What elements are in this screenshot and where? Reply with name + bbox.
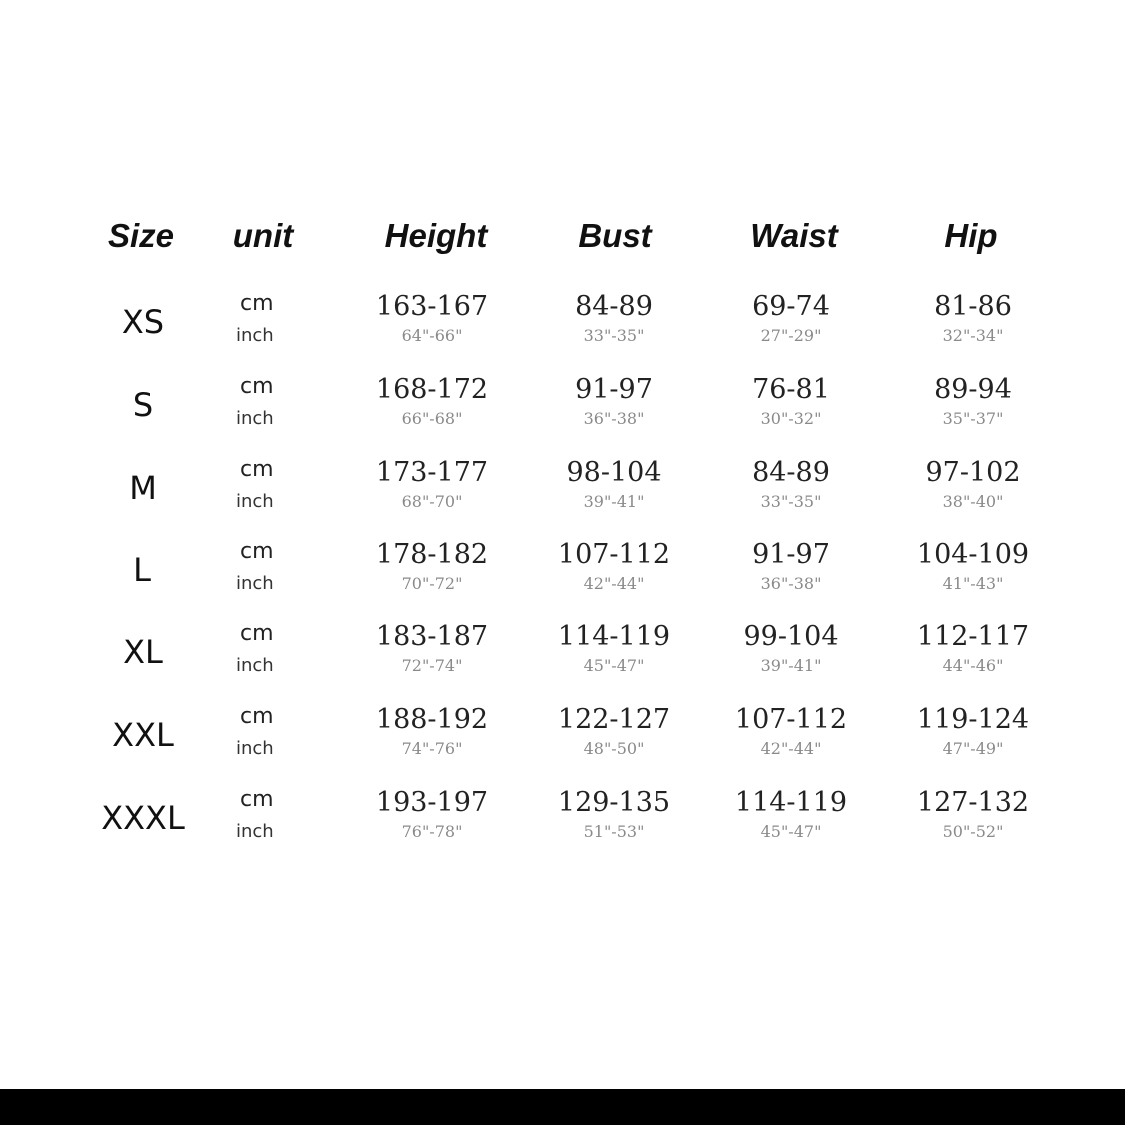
- header-hip: Hip: [944, 217, 998, 254]
- header-bust: Bust: [578, 217, 652, 254]
- table-row: [0, 539, 1125, 609]
- bust-cm: 129-135: [557, 787, 671, 818]
- bust-inch: 51"-53": [583, 822, 645, 841]
- bust-cm: 114-119: [557, 621, 671, 652]
- table-row: [0, 291, 1125, 361]
- waist-cm: 114-119: [734, 787, 848, 818]
- waist-inch: 30"-32": [760, 409, 822, 428]
- bust-cm: 98-104: [566, 457, 662, 488]
- waist-inch: 36"-38": [760, 574, 822, 593]
- bust-cm: 107-112: [557, 539, 671, 570]
- unit-cm: cm: [240, 704, 274, 729]
- unit-inch: inch: [236, 491, 274, 512]
- bust-inch: 42"-44": [583, 574, 645, 593]
- size-label: M: [129, 469, 157, 507]
- height-cm: 178-182: [375, 539, 489, 570]
- height-cm: 168-172: [375, 374, 489, 405]
- size-label: XXL: [112, 716, 174, 754]
- unit-inch: inch: [236, 738, 274, 759]
- waist-cm: 84-89: [752, 457, 830, 488]
- table-row: [0, 787, 1125, 857]
- height-inch: 72"-74": [401, 656, 463, 675]
- hip-cm: 127-132: [916, 787, 1030, 818]
- unit-inch: inch: [236, 573, 274, 594]
- unit-inch: inch: [236, 408, 274, 429]
- unit-inch: inch: [236, 821, 274, 842]
- height-inch: 74"-76": [401, 739, 463, 758]
- unit-cm: cm: [240, 291, 274, 316]
- header-size: Size: [107, 217, 175, 254]
- unit-inch: inch: [236, 325, 274, 346]
- height-cm: 193-197: [375, 787, 489, 818]
- hip-cm: 81-86: [934, 291, 1012, 322]
- hip-cm: 97-102: [925, 457, 1021, 488]
- hip-inch: 44"-46": [942, 656, 1004, 675]
- bust-cm: 91-97: [575, 374, 653, 405]
- unit-inch: inch: [236, 655, 274, 676]
- hip-inch: 38"-40": [942, 492, 1004, 511]
- waist-cm: 99-104: [743, 621, 839, 652]
- waist-cm: 107-112: [734, 704, 848, 735]
- unit-cm: cm: [240, 457, 274, 482]
- table-row: [0, 704, 1125, 774]
- table-row: [0, 374, 1125, 444]
- size-label: L: [133, 551, 151, 589]
- waist-inch: 33"-35": [760, 492, 822, 511]
- header-unit: unit: [232, 217, 294, 254]
- size-label: S: [132, 386, 154, 424]
- hip-cm: 119-124: [916, 704, 1030, 735]
- bust-inch: 48"-50": [583, 739, 645, 758]
- waist-cm: 91-97: [752, 539, 830, 570]
- height-cm: 173-177: [375, 457, 489, 488]
- bust-inch: 39"-41": [583, 492, 645, 511]
- bust-inch: 45"-47": [583, 656, 645, 675]
- hip-inch: 32"-34": [942, 326, 1004, 345]
- waist-inch: 39"-41": [760, 656, 822, 675]
- bust-inch: 33"-35": [583, 326, 645, 345]
- table-row: [0, 457, 1125, 527]
- hip-inch: 50"-52": [942, 822, 1004, 841]
- waist-cm: 69-74: [752, 291, 830, 322]
- height-inch: 68"-70": [401, 492, 463, 511]
- height-inch: 66"-68": [401, 409, 463, 428]
- hip-inch: 41"-43": [942, 574, 1004, 593]
- table-row: [0, 621, 1125, 691]
- bottom-bar: [0, 1089, 1125, 1125]
- hip-inch: 35"-37": [942, 409, 1004, 428]
- bust-cm: 122-127: [557, 704, 671, 735]
- waist-cm: 76-81: [752, 374, 830, 405]
- unit-cm: cm: [240, 621, 274, 646]
- height-cm: 188-192: [375, 704, 489, 735]
- height-cm: 183-187: [375, 621, 489, 652]
- unit-cm: cm: [240, 374, 274, 399]
- height-inch: 76"-78": [401, 822, 463, 841]
- size-label: XL: [123, 633, 163, 671]
- bust-cm: 84-89: [575, 291, 653, 322]
- header-height: Height: [384, 217, 488, 254]
- header-waist: Waist: [750, 217, 838, 254]
- height-cm: 163-167: [375, 291, 489, 322]
- size-label: XXXL: [101, 799, 185, 837]
- bust-inch: 36"-38": [583, 409, 645, 428]
- hip-cm: 104-109: [916, 539, 1030, 570]
- unit-cm: cm: [240, 539, 274, 564]
- size-label: XS: [121, 303, 165, 341]
- hip-cm: 112-117: [916, 621, 1030, 652]
- waist-inch: 27"-29": [760, 326, 822, 345]
- height-inch: 64"-66": [401, 326, 463, 345]
- waist-inch: 45"-47": [760, 822, 822, 841]
- hip-inch: 47"-49": [942, 739, 1004, 758]
- hip-cm: 89-94: [934, 374, 1012, 405]
- height-inch: 70"-72": [401, 574, 463, 593]
- waist-inch: 42"-44": [760, 739, 822, 758]
- unit-cm: cm: [240, 787, 274, 812]
